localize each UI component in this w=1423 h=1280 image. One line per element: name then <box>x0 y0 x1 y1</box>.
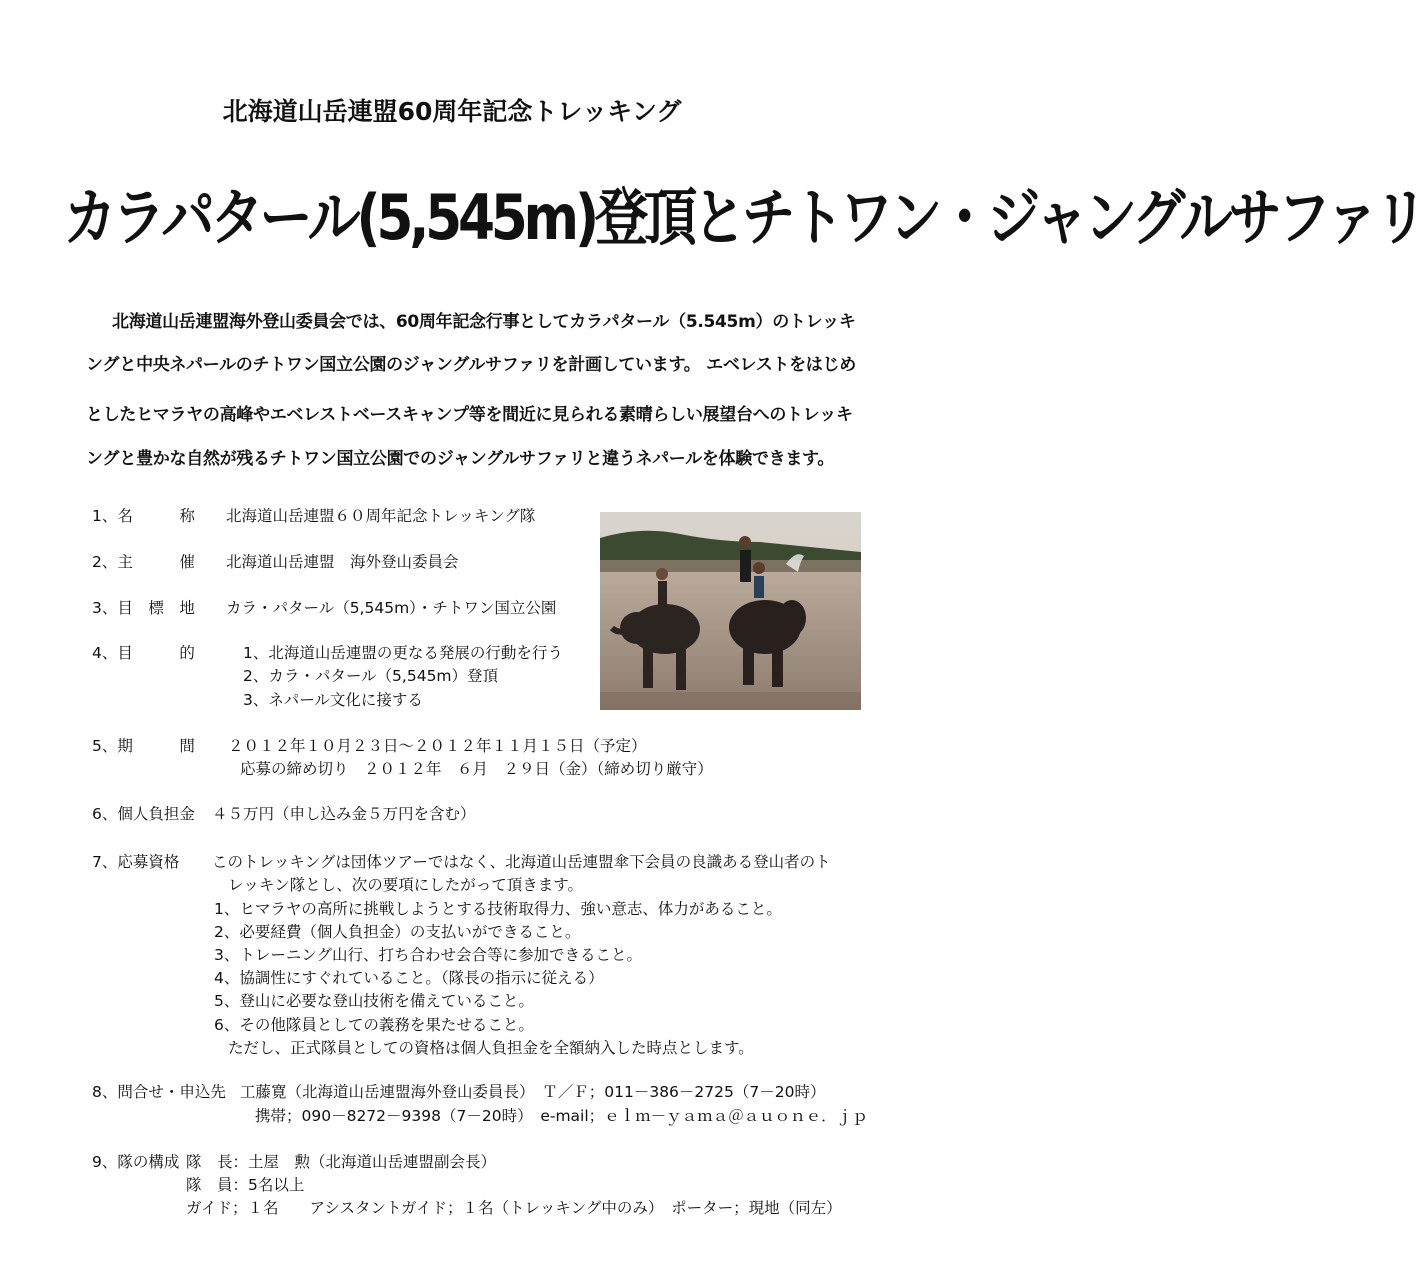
item-eligibility-line: 5、登山に必要な登山技術を備えていること。 <box>214 992 534 1010</box>
item-contact-label: 8、問合せ・申込先 <box>92 1083 226 1101</box>
item-purpose-line: 1、北海道山岳連盟の更なる発展の行動を行う <box>243 644 563 662</box>
item-contact-line: 携帯；090－8272－9398（7－20時） e-mail；ｅｌｍ－ｙａｍａ＠ａｕｏｎｅ．ｊｐ <box>255 1107 868 1125</box>
item-eligibility-line: 1、ヒマラヤの高所に挑戦しようとする技術取得力、強い意志、体力があること。 <box>214 900 782 918</box>
item-period-deadline: 応募の締め切り ２０１２年 ６月 ２９日（金）（締め切り厳守） <box>240 760 713 778</box>
item-cost-label: 6、個人負担金 <box>92 805 195 823</box>
item-eligibility-line: ただし、正式隊員としての資格は個人負担金を全額納入した時点とします。 <box>228 1039 754 1057</box>
item-eligibility-line: レッキン隊とし、次の要項にしたがって頂きます。 <box>228 876 583 894</box>
item-destination-label: 3、目 標 地 <box>92 599 195 617</box>
item-team-members: 隊 員：5名以上 <box>186 1176 305 1194</box>
elephant-safari-photo <box>600 512 861 710</box>
item-eligibility-line: 6、その他隊員としての義務を果たせること。 <box>214 1016 534 1034</box>
item-purpose-label: 4、目 的 <box>92 644 195 662</box>
item-purpose-line: 2、カラ・パタール（5,545m）登頂 <box>243 667 499 685</box>
item-eligibility-line: このトレッキングは団体ツアーではなく、北海道山岳連盟傘下会員の良識ある登山者のト <box>212 853 831 871</box>
intro-line: ングと中央ネパールのチトワン国立公園のジャングルサファリを計画しています。 エベレストをはじめ <box>86 355 856 375</box>
intro-line: としたヒマラヤの高峰やエベレストベースキャンプ等を間近に見られる素晴らしい展望台へのトレッキ <box>86 405 853 425</box>
item-period-label: 5、期 間 <box>92 737 195 755</box>
item-eligibility-line: 2、必要経費（個人負担金）の支払いができること。 <box>214 923 581 941</box>
item-team-staff: ガイド；１名 アシスタントガイド；１名（トレッキング中のみ） ポーター；現地（同左） <box>186 1199 842 1217</box>
item-host-label: 2、主 催 <box>92 553 195 571</box>
subtitle: 北海道山岳連盟60周年記念トレッキング <box>222 97 682 126</box>
item-name-label: 1、名 称 <box>92 507 195 525</box>
page-title: カラパタール(5,545m)登頂とチトワン・ジャングルサファリ <box>63 181 1423 254</box>
intro-line: ングと豊かな自然が残るチトワン国立公園でのジャングルサファリと違うネパールを体験できます。 <box>86 449 835 469</box>
item-eligibility-line: 4、協調性にすぐれていること。（隊長の指示に従える） <box>214 969 604 987</box>
item-destination-value: カラ・パタール（5,545m）・チトワン国立公園 <box>226 599 557 617</box>
item-period-value: ２０１２年１０月２３日～２０１２年１１月１５日（予定） <box>228 737 647 755</box>
item-name-value: 北海道山岳連盟６０周年記念トレッキング隊 <box>226 507 536 525</box>
item-cost-value: ４５万円（申し込み金５万円を含む） <box>212 805 476 823</box>
item-eligibility-label: 7、応募資格 <box>92 853 180 871</box>
item-team-label: 9、隊の構成 <box>92 1153 180 1171</box>
item-team-leader: 隊 長：土屋 勲（北海道山岳連盟副会長） <box>186 1153 497 1171</box>
item-contact-line: 工藤寛（北海道山岳連盟海外登山委員長） Ｔ／Ｆ；011－386－2725（7－20時） <box>240 1083 826 1101</box>
item-purpose-line: 3、ネパール文化に接する <box>243 691 423 709</box>
intro-line: 北海道山岳連盟海外登山委員会では、60周年記念行事としてカラパタール（5.545m）のトレッキ <box>112 312 856 332</box>
item-eligibility-line: 3、トレーニング山行、打ち合わせ会合等に参加できること。 <box>214 946 643 964</box>
item-host-value: 北海道山岳連盟 海外登山委員会 <box>226 553 459 571</box>
